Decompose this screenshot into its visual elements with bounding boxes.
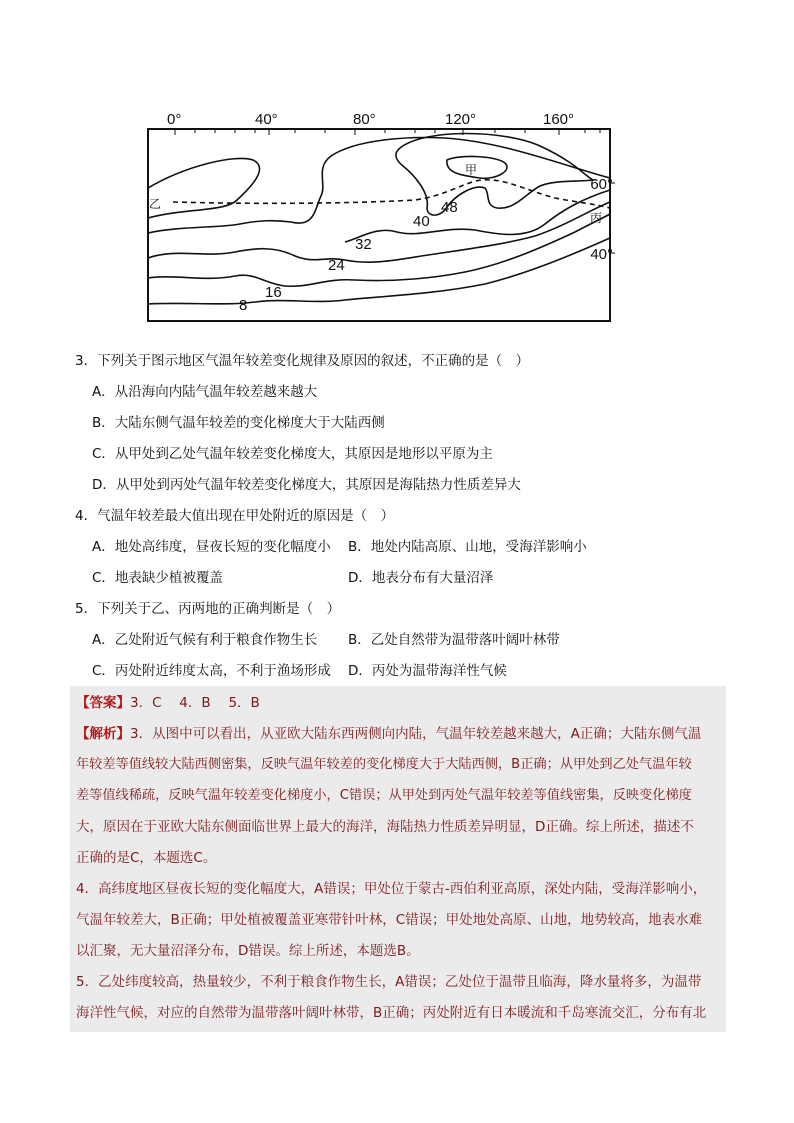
question-5-option-d: D．丙处为温带海洋性气候 bbox=[348, 663, 507, 679]
question-3-option-d: D．从甲处到丙处气温年较差变化梯度大，其原因是海陆热力性质差异大 bbox=[92, 477, 521, 493]
analysis-line-5: 正确的是C，本题选C。 bbox=[76, 850, 217, 866]
question-4-option-d: D．地表分布有大量沼泽 bbox=[348, 570, 494, 586]
question-5-option-c: C．丙处附近纬度太高，不利于渔场形成 bbox=[92, 663, 331, 679]
lon-label-80: 80° bbox=[353, 111, 376, 128]
isoline-24 bbox=[148, 202, 610, 262]
question-3-option-c: C．从甲处到乙处气温年较差变化梯度大，其原因是地形以平原为主 bbox=[92, 446, 493, 462]
lon-label-40: 40° bbox=[255, 111, 278, 128]
analysis-line-4: 大，原因在于亚欧大陆东侧面临世界上最大的海洋，海陆热力性质差异明显，D正确。综上所述，描述不 bbox=[76, 819, 694, 835]
question-5-option-a: A．乙处附近气候有利于粮食作物生长 bbox=[92, 632, 318, 648]
isoline-16 bbox=[148, 214, 610, 286]
isoline-value-32: 32 bbox=[355, 236, 372, 253]
place-bing: 丙 bbox=[590, 211, 603, 225]
isoline-value-16: 16 bbox=[265, 284, 282, 301]
question-5-option-b: B．乙处自然带为温带落叶阔叶林带 bbox=[348, 632, 560, 648]
analysis-line-6: 4．高纬度地区昼夜长短的变化幅度大，A错误；甲处位于蒙古-西伯利亚高原，深处内陆，受海洋影响小， bbox=[76, 881, 707, 897]
question-3-option-b: B．大陆东侧气温年较差的变化梯度大于大陆西侧 bbox=[92, 415, 385, 431]
question-3-option-a: A．从沿海向内陆气温年较差越来越大 bbox=[92, 384, 318, 400]
analysis-line-9: 5．乙处纬度较高，热量较少，不利于粮食作物生长，A错误；乙处位于温带且临海，降水量将多，为温带 bbox=[76, 974, 702, 990]
analysis-line-8: 以汇聚，无大量沼泽分布，D错误。综上所述，本题选B。 bbox=[76, 943, 420, 959]
isoline-value-8: 8 bbox=[239, 297, 248, 314]
answer-tag: 【答案】 bbox=[76, 695, 130, 711]
analysis-line-1 bbox=[76, 725, 701, 743]
lat-label-60: 60° bbox=[590, 176, 613, 193]
map-svg bbox=[145, 108, 615, 326]
question-3-stem: 3．下列关于图示地区气温年较差变化规律及原因的叙述，不正确的是（ ） bbox=[75, 353, 530, 369]
question-4-option-c: C．地表缺少植被覆盖 bbox=[92, 570, 223, 586]
analysis-line-2: 年较差等值线较大陆西侧密集，反映气温年较差的变化梯度大于大陆西侧，B正确；从甲处到乙处气温年较 bbox=[76, 757, 692, 772]
question-4-option-b: B．地处内陆高原、山地，受海洋影响小 bbox=[348, 539, 587, 555]
analysis-tag: 【解析】 bbox=[76, 726, 130, 742]
analysis-line-3: 差等值线稀疏，反映气温年较差变化梯度小，C错误；从甲处到丙处气温年较差等值线密集，反映变化梯度 bbox=[76, 788, 692, 803]
isoline-value-40: 40 bbox=[413, 213, 430, 230]
isolines bbox=[148, 134, 610, 305]
question-4-stem: 4．气温年较差最大值出现在甲处附近的原因是（ ） bbox=[75, 508, 395, 524]
place-yi: 乙 bbox=[149, 197, 162, 211]
lat-label-40: 40° bbox=[590, 246, 613, 263]
analysis-text-1: 3．从图中可以看出，从亚欧大陆东西两侧向内陆，气温年较差越来越大，A正确；大陆东侧气温 bbox=[130, 726, 702, 742]
map-ticks bbox=[175, 129, 615, 253]
lon-label-120: 120° bbox=[445, 111, 477, 128]
isoline-value-24: 24 bbox=[328, 257, 345, 274]
place-jia: 甲 bbox=[465, 163, 478, 177]
isotherm-map bbox=[145, 108, 615, 326]
analysis-line-10: 海洋性气候，对应的自然带为温带落叶阔叶林带，B正确；丙处附近有日本暖流和千岛寒流交汇，分布有北 bbox=[76, 1005, 707, 1021]
isoline-value-48: 48 bbox=[441, 199, 458, 216]
isoline-western-40 bbox=[148, 158, 260, 218]
lon-label-0: 0° bbox=[167, 111, 182, 128]
question-4-option-a: A．地处高纬度，昼夜长短的变化幅度小 bbox=[92, 539, 331, 555]
answer-text: 3．C 4．B 5．B bbox=[130, 695, 260, 711]
answer-line bbox=[76, 694, 260, 712]
analysis-line-7: 气温年较差大，B正确；甲处植被覆盖亚寒带针叶林，C错误；甲处地处高原、山地，地势较高，地表水难 bbox=[76, 912, 703, 928]
lon-label-160: 160° bbox=[543, 111, 575, 128]
question-5-stem: 5．下列关于乙、丙两地的正确判断是（ ） bbox=[75, 601, 341, 617]
